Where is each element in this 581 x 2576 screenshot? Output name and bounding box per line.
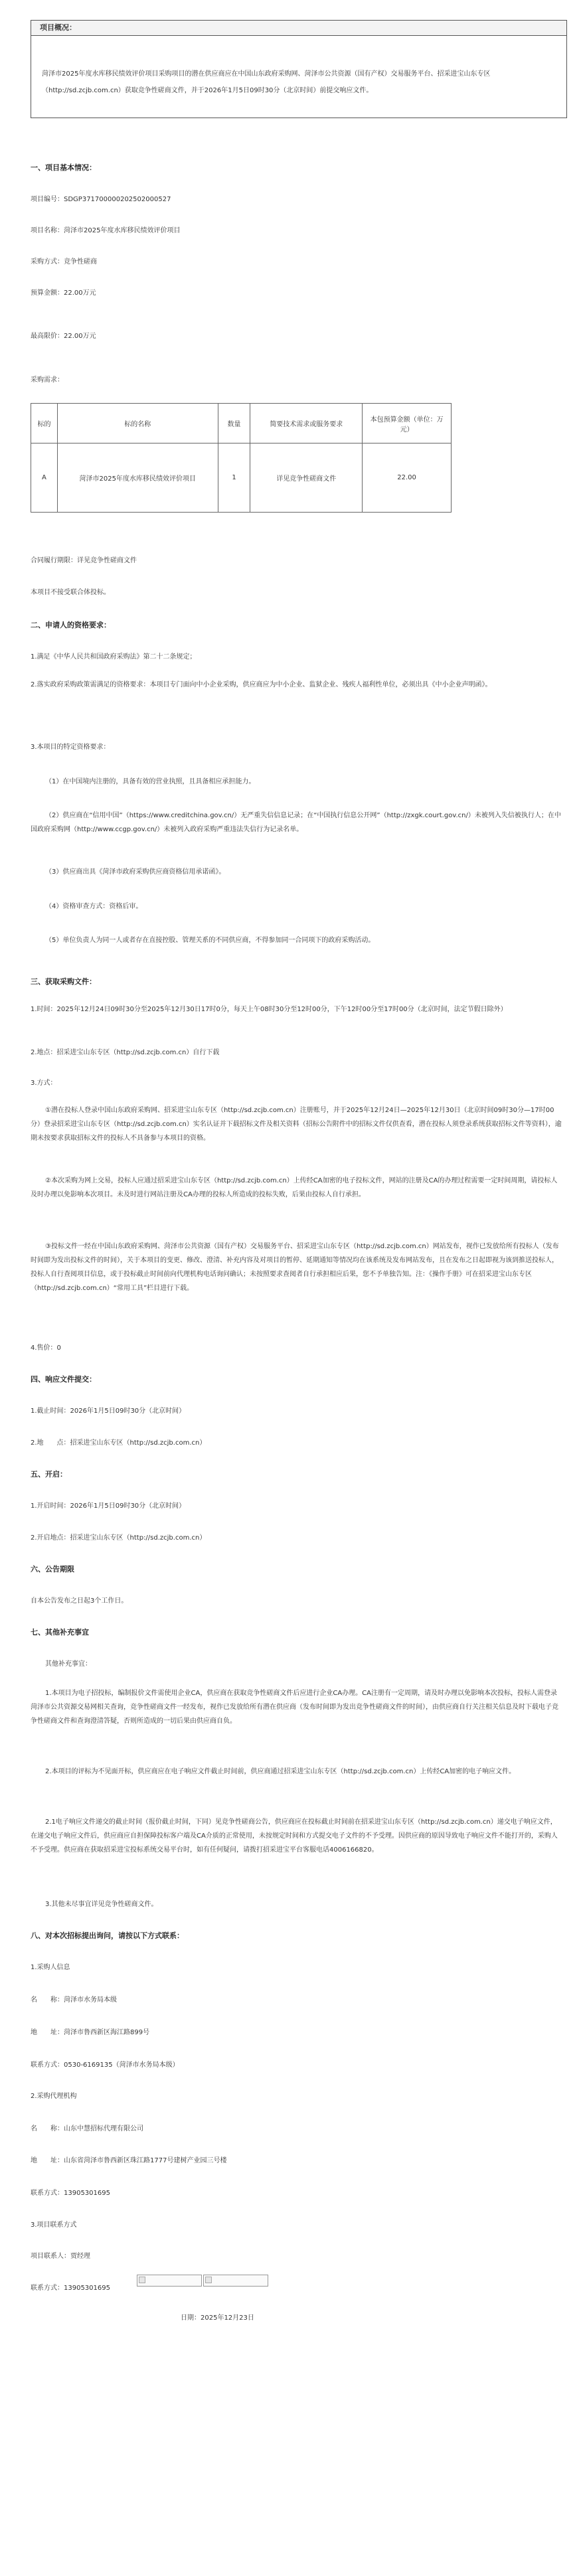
requirement-3: 3.本项目的特定资格要求： [31, 744, 110, 751]
purchaser-contact: 联系方式：0530-6169135（菏泽市水务局本级） [31, 2061, 179, 2069]
demand-label: 采购需求： [31, 376, 64, 384]
open-time: 1.开启时间：2026年1月5日09时30分（北京时间） [31, 1502, 186, 1510]
purchaser-name: 名 称：菏泽市水务局本级 [31, 1996, 117, 2004]
method-step-2: ②本次采购为网上交易，投标人应通过招采进宝山东专区（http://sd.zcjb.com.cn）上传经CA加密的电子投标文件，网站的注册及CA的办理过程需要一定时间周期，请投标人及时办理以免影响本次项目。未及时进行网站注册及CA办理的投标人所造成的投标失败，后果由投标人自行承担。 [31, 1177, 558, 1198]
requirement-3-3: （3）供应商出具《菏泽市政府采购供应商资格信用承诺函》。 [45, 868, 226, 876]
section-2-title: 二、申请人的资格要求： [31, 621, 111, 629]
agency-name: 名 称：山东中慧招标代理有限公司 [31, 2125, 143, 2133]
get-doc-place: 2.地点：招采进宝山东专区（http://sd.zcjb.com.cn）自行下载 [31, 1049, 220, 1056]
contact-title: 3.项目联系方式 [31, 2221, 77, 2229]
contact-person: 项目联系人：贾经理 [31, 2253, 90, 2260]
table-header-cell: 标的 [31, 404, 58, 443]
other-item-1: 1.本项目为电子招投标，编制报价文件需使用企业CA，供应商在获取竞争性磋商文件后应进行企业CA办理。CA注册有一定周期，请及时办理以免影响本次投标，投标人需登录菏泽市公共资源交易网相关查询，竞争性磋商文件一经发布，视作已发放给所有潜在供应商（发布时间即为发出竞争性磋商文件的时间），由供应商自行关注相关信息及时下载电子竞争性磋商文件和查询澄清答疑，否则所造成的一切后果由供应商自负。 [31, 1690, 558, 1725]
project-number: 项目编号：SDGP371700000202502000527 [31, 196, 171, 203]
section-1-title: 一、项目基本情况： [31, 163, 96, 172]
agency-address: 地 址：山东省菏泽市鲁西新区珠江路1777号建树产业园三号楼 [31, 2157, 227, 2164]
broken-image-icon [203, 2275, 268, 2287]
requirement-3-2: （2）供应商在“信用中国”（https://www.creditchina.gov.cn/）无严重失信信息记录；在“中国执行信息公开网”（http://zxgk.court.gov.cn/）未被列入失信被执行人；在中国政府采购网（http://www.ccgp.gov.cn/）未被列入政府采购严重违法失信行为记录名单。 [31, 812, 561, 833]
open-place: 2.开启地点：招采进宝山东专区（http://sd.zcjb.com.cn） [31, 1534, 207, 1542]
doc-price: 4.售价：0 [31, 1344, 61, 1352]
table-cell: A [31, 443, 58, 513]
agency-title: 2.采购代理机构 [31, 2093, 77, 2100]
table-row [31, 443, 452, 513]
other-item-2-1: 2.1电子响应文件递交的截止时间（报价截止时间，下同）见竞争性磋商公告，供应商应在投标截止时间前在招采进宝山东专区（http://sd.zcjb.com.cn）递交电子响应文件，在递交电子响应文件后，供应商应自担保障投标客户端及CA介质的正常使用，未按规定时间和方式提交电子文件的不予受理。因供应商的原因导致电子响应文件不能打开的，采购人不予受理。供应商在获取招采进宝投标系统交易平台时，如有任何疑问，请拨打招采进宝平台客服电话4006166820。 [31, 1818, 558, 1854]
purchaser-title: 1.采购人信息 [31, 1964, 70, 1971]
section-3-title: 三、获取采购文件： [31, 977, 96, 986]
section-8-title: 八、对本次招标提出询问，请按以下方式联系： [31, 1931, 184, 1940]
announcement-date: 日期：2025年12月23日 [181, 2314, 254, 2322]
contact-phone: 联系方式：13905301695 [31, 2285, 110, 2292]
other-lead: 其他补充事宜： [45, 1660, 92, 1668]
section-5-title: 五、开启： [31, 1470, 67, 1479]
table-header-cell: 数量 [218, 404, 250, 443]
requirement-3-5: （5）单位负责人为同一人或者存在直接控股、管理关系的不同供应商，不得参加同一合同项下的政府采购活动。 [45, 937, 375, 944]
table-header-cell: 本包预算金额（单位：万元） [363, 404, 452, 443]
table-cell: 菏泽市2025年度水库移民绩效评价项目 [57, 443, 218, 513]
table-header-cell: 标的名称 [57, 404, 218, 443]
section-6-title: 六、公告期限 [31, 1565, 74, 1573]
section-7-title: 七、其他补充事宜 [31, 1628, 89, 1637]
overview-title: 项目概况： [31, 20, 567, 36]
overview-text: 菏泽市2025年度水库移民绩效评价项目采购项目的潜在供应商应在中国山东政府采购网、菏泽市公共资源（国有产权）交易服务平台、招采进宝山东专区（http://sd.zcjb.com.cn）获取竞争性磋商文件，并于2026年1月5日09时30分（北京时间）前提交响应文件。 [42, 70, 491, 94]
table-cell: 1 [218, 443, 250, 513]
requirement-1: 1.满足《中华人民共和国政府采购法》第二十二条规定； [31, 653, 197, 661]
other-item-3: 3.其他未尽事宜详见竞争性磋商文件。 [45, 1901, 158, 1908]
agency-contact: 联系方式：13905301695 [31, 2190, 110, 2197]
contract-period: 合同履行期限：详见竞争性磋商文件 [31, 557, 137, 564]
overview-box [31, 36, 567, 118]
submit-place: 2.地 点：招采进宝山东专区（http://sd.zcjb.com.cn） [31, 1439, 207, 1447]
requirements-table [31, 403, 452, 513]
purchaser-address: 地 址：菏泽市鲁西新区海江路899号 [31, 2029, 150, 2036]
section-4-title: 四、响应文件提交： [31, 1375, 96, 1384]
table-cell: 详见竞争性磋商文件 [250, 443, 363, 513]
get-doc-time: 1.时间：2025年12月24日09时30分至2025年12月30日17时0分，每天上午08时30分至12时00分，下午12时00分至17时00分（北京时间，法定节假日除外） [31, 1006, 507, 1013]
method-step-1: ①潜在投标人登录中国山东政府采购网、招采进宝山东专区（http://sd.zcjb.com.cn）注册账号，并于2025年12月24日—2025年12月30日（北京时间09时30分—17时00分）登录招采进宝山东专区（http://sd.zcjb.com.cn）实名认证并下载招标文件及相关资料（招标公告附件中的招标文件仅供查看，潜在投标人须登录系统获取招标文件等资料），逾期未按要求获取招标文件的投标人不具备参与本项目的资格。 [31, 1107, 562, 1142]
max-price: 最高限价：22.00万元 [31, 333, 96, 340]
submit-deadline: 1.截止时间：2026年1月5日09时30分（北京时间） [31, 1408, 186, 1415]
requirement-3-4: （4）资格审查方式：资格后审。 [45, 903, 143, 910]
budget-amount: 预算金额：22.00万元 [31, 289, 96, 297]
broken-image-icon [137, 2275, 202, 2287]
table-cell: 22.00 [363, 443, 452, 513]
procurement-method: 采购方式：竞争性磋商 [31, 258, 97, 266]
table-header-cell: 简要技术需求或服务要求 [250, 404, 363, 443]
method-step-3: ③投标文件一经在中国山东政府采购网、菏泽市公共资源（国有产权）交易服务平台、招采进宝山东专区（http://sd.zcjb.com.cn）网站发布，视作已发放给所有投标人（发布时间即为发出投标文件的时间），关于本项目的变更、修改、澄清、补充内容及对项目的暂停、延期通知等情况均在该系统及发布网站发布，且在发布之日起即视为该到推送投标人，投标人自行查阅项目信息，或于投标截止时间前向代理机构电话询问确认；未按照要求查阅者自行承担相应后果，您不予单独告知。注：《操作手册》可在招采进宝山东专区（http://sd.zcjb.com.cn）“常用工具”栏目进行下载。 [31, 1243, 559, 1292]
no-consortium: 本项目不接受联合体投标。 [31, 589, 110, 596]
notice-period: 自本公告发布之日起3个工作日。 [31, 1597, 128, 1605]
other-item-2: 2.本项目的评标为不见面开标，供应商应在电子响应文件截止时间前，供应商通过招采进宝山东专区（http://sd.zcjb.com.cn）上传经CA加密的电子响应文件。 [45, 1768, 516, 1775]
requirement-3-1: （1）在中国境内注册的，具备有效的营业执照，且具备相应承担能力。 [45, 778, 256, 785]
requirement-2: 2.落实政府采购政策需满足的资格要求：本项目专门面向中小企业采购，供应商应为中小企业、监狱企业、残疾人福利性单位，必须出具《中小企业声明函》。 [31, 681, 492, 688]
project-name: 项目名称：菏泽市2025年度水库移民绩效评价项目 [31, 227, 181, 234]
get-doc-method: 3.方式： [31, 1080, 57, 1087]
table-header-row [31, 404, 452, 443]
